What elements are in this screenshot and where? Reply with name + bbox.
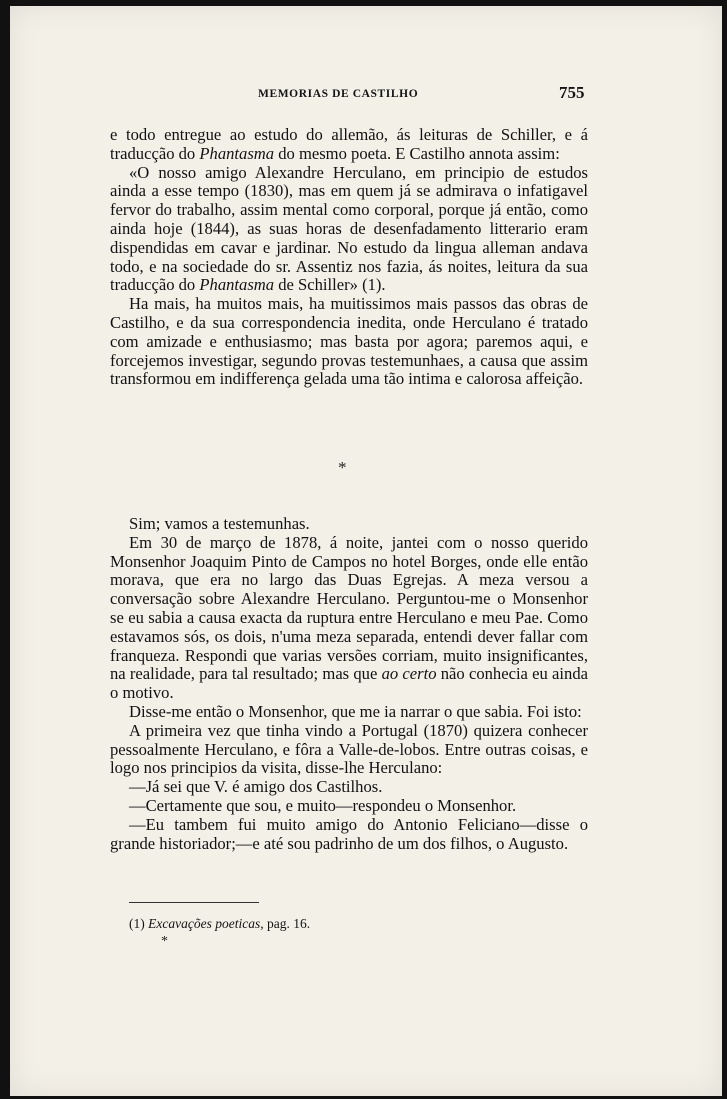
running-title: MEMORIAS DE CASTILHO [258,88,419,100]
footnote-page: pag. 16. [263,916,311,931]
dialogue-line: —Já sei que V. é amigo dos Castilhos. [129,777,383,797]
footnote-marker: (1) [129,916,145,931]
paragraph [110,534,588,703]
italic-title: Phantasma [199,143,275,163]
footnote-star: * [161,934,168,949]
paragraph [110,126,588,164]
paragraph: Ha mais, ha muitos mais, ha muitissimos mais passos das obras de Castilho, e da sua correspondencia inedita, onde Herculano é tratado com amizade e enthusiasmo; mas basta por agora; paremos aqui, e forcejemos investigar, segundo provas testemunhaes, a causa que assim transformou em indifferença gelada uma tão intima e calorosa affeição. [110,294,588,389]
text-block-bottom [110,515,588,853]
text-run: Em 30 de março de 1878, á noite, jantei com o nosso querido Monsenhor Joaquim Pinto de Campos no hotel Borges, onde elle então morava, que era no largo das Duas Egrejas. A meza versou a conversação sobre Alexandre Herculano. Perguntou-me o Monsenhor se eu sabia a causa exacta da ruptura entre Herculano e meu Pae. Como estavamos sós, os dois, n'uma meza separada, entendi dever fallar com franqueza. Respondi que varias versões corriam, muito insignificantes, na realidade, para tal resultado; [110,532,588,684]
page-header [258,83,598,108]
text-run: «O nosso amigo Alexandre Herculano, em principio de estudos ainda a esse tempo (1830), mas em quem já se admirava o infatigavel fervor do trabalho, assim mental como corporal, porque já então, como ainda hoje (1844), as suas horas de desenfadamento litterario eram dispendidas em cavar e jardinar. No estudo da lingua alleman andava todo, e na sociedade do sr. Assentiz nos fazia, ás noites, leitura da sua traducção do [110,162,588,295]
italic-title: Phantasma [199,275,275,295]
section-separator: * [338,458,347,477]
text-run: não conhecia eu ainda o motivo. [110,664,588,703]
dialogue-line: —Eu tambem fui muito amigo do Antonio Feliciano—disse o grande historiador;—e até sou padrinho de um dos filhos, o Augusto. [110,814,588,853]
footnote-title: Excavações poeticas, [148,916,264,931]
text-run: e todo entregue ao estudo do allemão, ás leituras de Schiller, e á traducção do [110,125,588,163]
paragraph: A primeira vez que tinha vindo a Portugal (1870) quizera conhecer pessoalmente Herculano, e fôra a Valle-de-lobos. Entre outras coisas, e logo nos principios da visita, disse-lhe Herculano: [110,720,588,778]
text-block-top [110,126,588,389]
paragraph: Sim; vamos a testemunhas. [129,514,310,533]
paragraph: Disse-me então o Monsenhor, que me ia narrar o que sabia. Foi isto: [129,701,582,721]
text-run: do mesmo poeta. E Castilho annota assim: [274,143,560,163]
footnote-rule [129,902,259,903]
dialogue-line: —Certamente que sou, e muito—respondeu o Monsenhor. [129,795,517,815]
italic-phrase: ao certo [381,664,437,684]
footnote [129,916,429,932]
quotation-paragraph [110,164,588,296]
text-run: de Schiller» (1). [274,275,386,295]
page-number: 755 [559,83,585,102]
text-run: mas que [322,664,382,684]
